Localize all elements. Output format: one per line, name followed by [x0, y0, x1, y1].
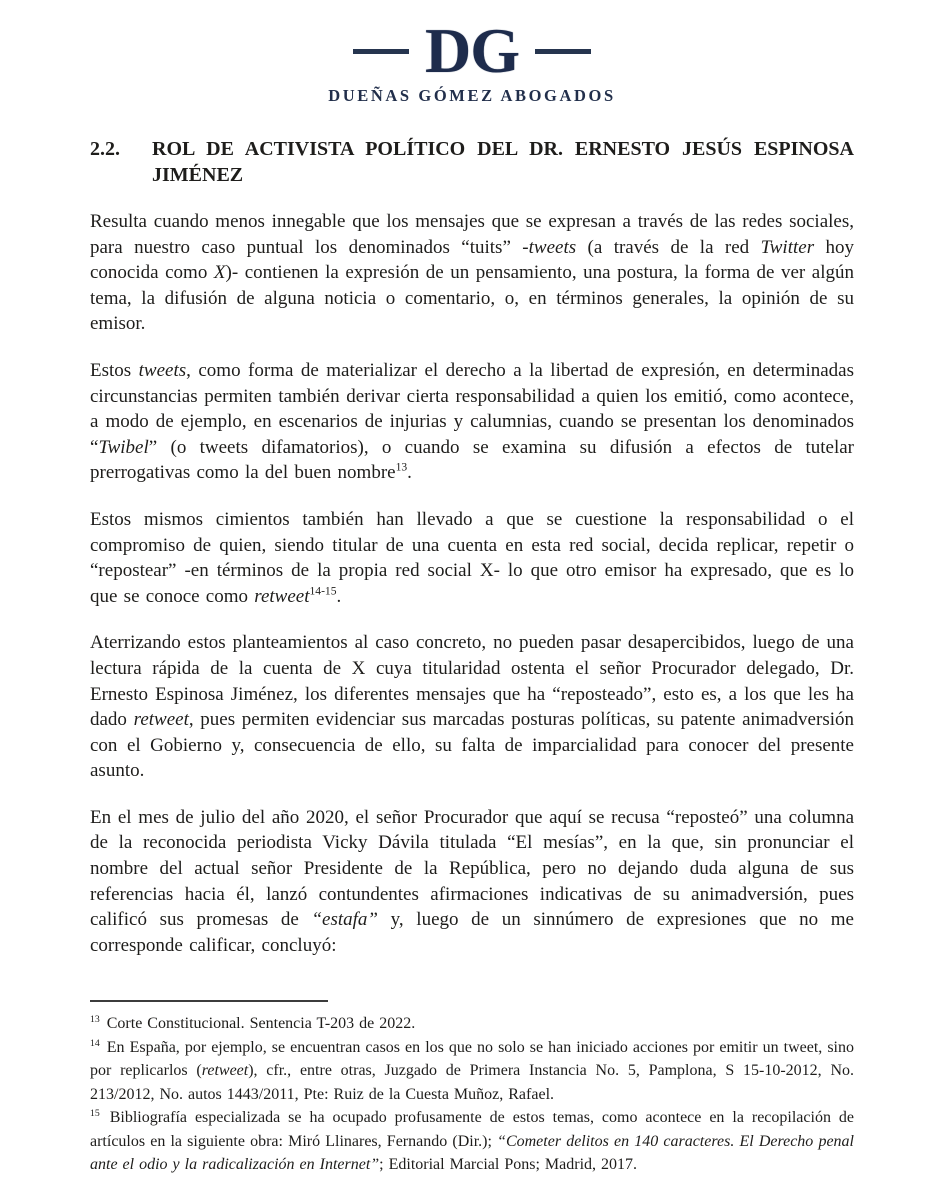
- text-run: tweets: [138, 359, 187, 381]
- text-run: tweets: [528, 236, 577, 258]
- logo-monogram: DG: [425, 15, 519, 86]
- section-number: 2.2.: [90, 138, 120, 160]
- paragraph: [90, 507, 854, 609]
- text-run: Aterrizando estos planteamientos al caso concreto, no pueden pasar desapercibidos, luego de una lectura rápida de la cuenta de X cuya titularidad ostenta el señor Procurador delegado, Dr. Ernesto Espinosa Jiménez, los diferentes mensajes que ha “reposteado”, esto es, a los que les ha dado: [90, 632, 854, 731]
- paragraph: [90, 630, 854, 784]
- text-run: Estos: [90, 359, 139, 381]
- body-paragraphs: [90, 209, 854, 958]
- text-run: retweet: [133, 709, 189, 731]
- text-run: )- contienen la expresión de un pensamiento, una postura, la forma de ver algún tema, la difusión de alguna noticia o comentario, o, en términos generales, la opinión de su emisor.: [90, 262, 854, 335]
- section-title: ROL DE ACTIVISTA POLÍTICO DEL DR. ERNESTO JESÚS ESPINOSA JIMÉNEZ: [152, 138, 854, 186]
- text-run: (a través de la red: [576, 236, 761, 258]
- paragraph: [90, 805, 854, 959]
- logo-left-dash: [353, 49, 409, 54]
- text-run: Twibel: [98, 436, 149, 458]
- footnote-marker: 15: [90, 1108, 100, 1120]
- footnote-reference: 13: [395, 461, 408, 475]
- text-run: , como forma de materializar el derecho a la libertad de expresión, en determinadas circunstancias permiten también derivar cierta responsabilidad a quien los emitió, como acontece, a modo de ejemplo, en escenarios de injurias y calumnias, cuando se presentan los denominados “: [90, 359, 854, 458]
- logo-right-dash: [535, 49, 591, 54]
- footnote: [90, 1106, 854, 1177]
- footnote-reference: 14-15: [309, 584, 337, 598]
- text-run: Corte Constitucional. Sentencia T-203 de 2022.: [101, 1015, 416, 1033]
- firm-logo: [90, 15, 854, 86]
- text-run: ), cfr., entre otras, Juzgado de Primera Instancia No. 5, Pamplona, S 15-10-2012, No. 213/2012, No. autos 1443/2011, Pte: Ruiz de la Cuesta Muñoz, Rafael.: [90, 1062, 854, 1103]
- text-run: En el mes de julio del año 2020, el señor Procurador que aquí se recusa “reposteó” una columna de la reconocida periodista Vicky Dávila titulada “El mesías”, en la que, sin pronunciar el nombre del actual señor Presidente de la República, pero no dejando duda alguna de sus referencias hacia él, lanzó contundentes afirmaciones indicativas de su animadversión, pues calificó sus promesas de: [90, 806, 854, 931]
- text-run: “Cometer delitos en 140 caracteres. El Derecho penal ante el odio y la radicalización en Internet”: [90, 1132, 854, 1174]
- text-run: Resulta cuando menos innegable que los mensajes que se expresan a través de las redes sociales, para nuestro caso puntual los denominados “tuits” -: [90, 211, 854, 258]
- text-run: “estafa”: [311, 909, 379, 931]
- text-run: X: [213, 262, 226, 284]
- text-run: retweet: [201, 1062, 249, 1080]
- text-run: ” (o tweets difamatorios), o cuando se examina su difusión a efectos de tutelar prerrogativas como la del buen nombre: [90, 436, 854, 484]
- firm-name: DUEÑAS GÓMEZ ABOGADOS: [328, 86, 616, 105]
- text-run: hoy conocida como: [90, 236, 854, 284]
- footnote-marker: 13: [90, 1014, 100, 1026]
- section-heading: [90, 136, 854, 188]
- text-run: En España, por ejemplo, se encuentran casos en los que no solo se han iniciado acciones por emitir un tweet, sino por replicarlos (: [90, 1038, 854, 1080]
- paragraph: [90, 209, 854, 337]
- footnote-separator: [90, 1000, 328, 1002]
- footnotes: [90, 1012, 854, 1177]
- footnote: [90, 1012, 854, 1036]
- text-run: .: [336, 585, 342, 607]
- text-run: Bibliografía especializada se ha ocupado profusamente de estos temas, como acontece en la recopilación de artículos en la siguiente obra: Miró Llinares, Fernando (Dir.);: [90, 1109, 854, 1150]
- footnote-marker: 14: [90, 1037, 100, 1049]
- text-run: , pues permiten evidenciar sus marcadas posturas políticas, su patente animadversión con el Gobierno y, consecuencia de ello, su falta de imparcialidad para conocer del presente asunto.: [90, 709, 854, 782]
- letterhead: [90, 15, 854, 106]
- text-run: ; Editorial Marcial Pons; Madrid, 2017.: [379, 1156, 638, 1174]
- footnote: [90, 1036, 854, 1107]
- text-run: retweet: [254, 585, 310, 607]
- text-run: .: [407, 462, 412, 484]
- text-run: Twitter: [760, 236, 815, 258]
- paragraph: [90, 358, 854, 486]
- text-run: Estos mismos cimientos también han llevado a que se cuestione la responsabilidad o el compromiso de quien, siendo titular de una cuenta en esta red social, decida replicar, repetir o “repostear” -en términos de la propia red social X- lo que otro emisor ha expresado, que es lo que se conoce como: [90, 508, 854, 607]
- text-run: y, luego de un sinnúmero de expresiones que no me corresponde calificar, concluyó:: [90, 909, 854, 956]
